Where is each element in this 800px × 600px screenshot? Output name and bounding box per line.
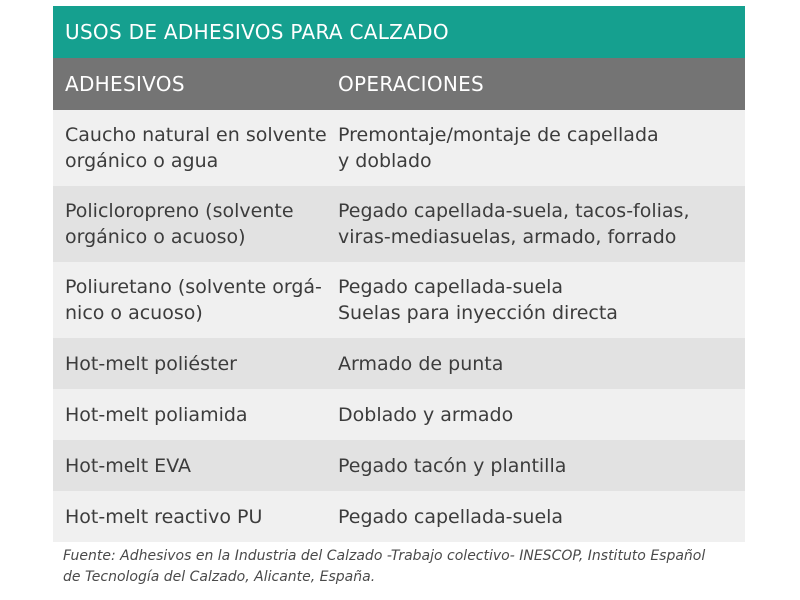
cell-adhesivo: Policloropreno (solvente orgánico o acuoso) [65, 200, 294, 248]
table-row [53, 491, 745, 542]
table-title: USOS DE ADHESIVOS PARA CALZADO [53, 6, 745, 58]
cell-adhesivo: Poliuretano (solvente orgá- nico o acuoso) [65, 276, 322, 324]
cell-operaciones: Premontaje/montaje de capellada y doblado [338, 124, 659, 172]
source-citation: Fuente: Adhesivos en la Industria del Calzado -Trabajo colectivo- INESCOP, Instituto Español de Tecnología del Calzado, Alicante, España. [63, 548, 706, 585]
cell-operaciones: Armado de punta [338, 352, 504, 375]
cell-adhesivo: Hot-melt poliamida [65, 403, 248, 426]
table-row [53, 262, 745, 338]
cell-adhesivo: Hot-melt poliéster [65, 352, 237, 375]
cell-operaciones: Doblado y armado [338, 403, 514, 426]
cell-adhesivo: Hot-melt reactivo PU [65, 505, 263, 528]
cell-operaciones: Pegado tacón y plantilla [338, 454, 567, 477]
table-row [53, 110, 745, 186]
adhesives-table [53, 6, 745, 542]
table-header-row [53, 58, 745, 110]
cell-adhesivo: Caucho natural en solvente orgánico o agua [65, 124, 327, 172]
cell-adhesivo: Hot-melt EVA [65, 454, 191, 477]
cell-operaciones: Pegado capellada-suela, tacos-folias, viras-mediasuelas, armado, forrado [338, 200, 690, 248]
header-operaciones: OPERACIONES [338, 72, 485, 96]
cell-operaciones: Pegado capellada-suela [338, 505, 564, 528]
cell-operaciones: Pegado capellada-suela Suelas para inyección directa [338, 276, 618, 324]
table-row [53, 186, 745, 262]
table-row [53, 338, 745, 389]
header-adhesivos: ADHESIVOS [65, 72, 185, 96]
table-row [53, 440, 745, 491]
table-row [53, 389, 745, 440]
